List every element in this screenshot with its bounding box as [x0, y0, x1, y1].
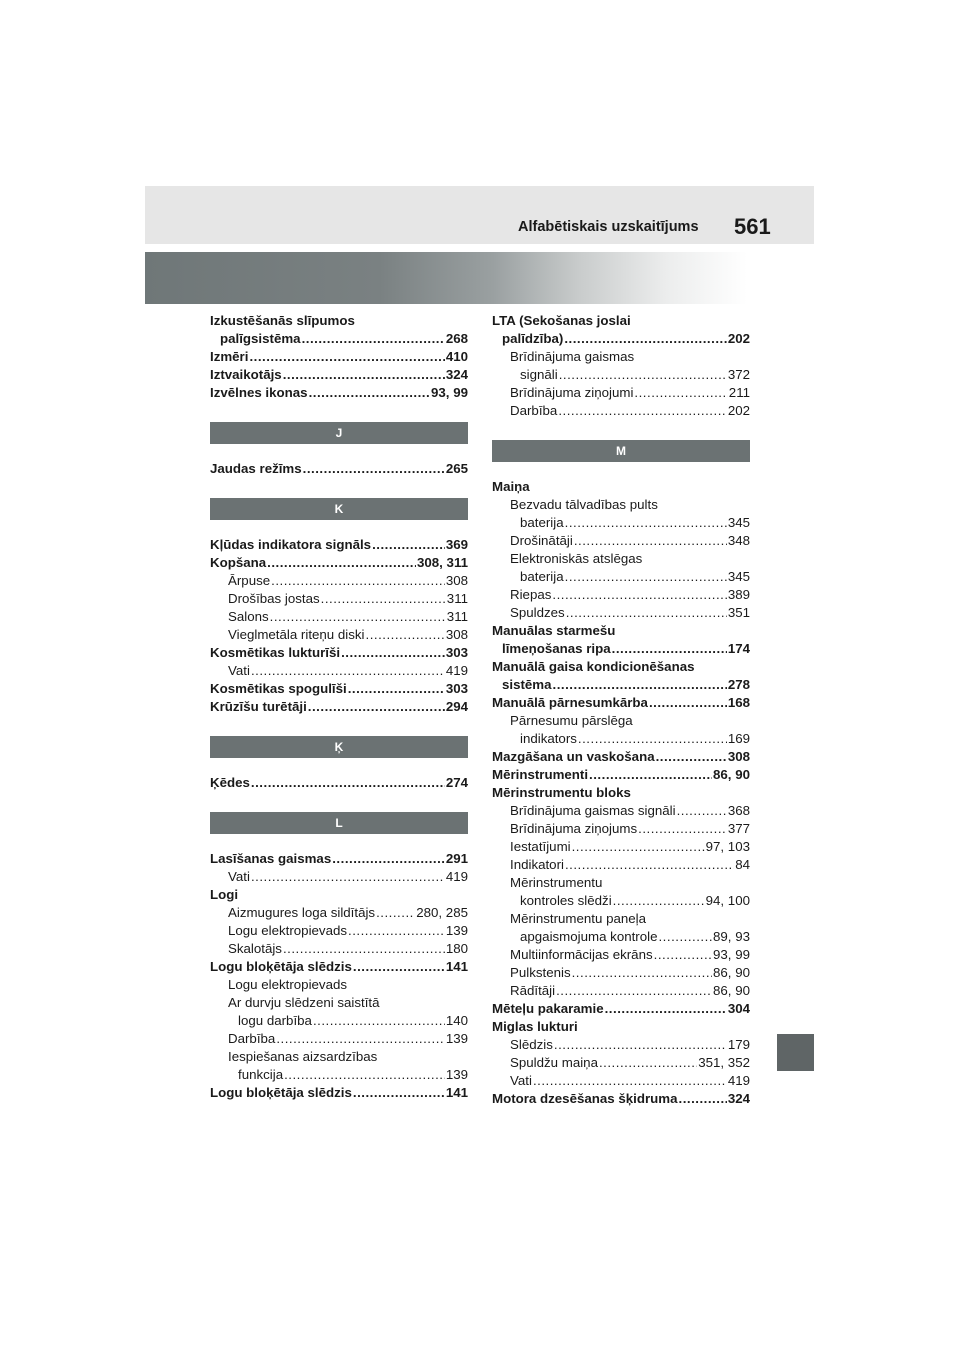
index-entry-term: Brīdinājuma ziņojumi [510, 385, 634, 400]
index-entry-page-ref[interactable]: 351, 352 [698, 1055, 750, 1070]
index-entry-term: Ārpuse [228, 573, 271, 588]
index-entry-page-ref[interactable]: 168 [727, 695, 750, 710]
index-entry-page-ref[interactable]: 389 [727, 587, 750, 602]
index-entry [210, 590, 468, 608]
decorative-gradient-band [145, 252, 814, 304]
index-entry [492, 946, 750, 964]
index-entry-page-ref[interactable]: 180 [445, 941, 468, 956]
index-entry-term: Bezvadu tālvadības pults [510, 497, 658, 512]
index-entry [210, 460, 468, 478]
index-entry [492, 712, 750, 730]
index-entry [210, 922, 468, 940]
index-entry [492, 586, 750, 604]
dot-leader [572, 964, 712, 982]
index-entry-term: sistēma [502, 677, 552, 692]
index-entry-page-ref[interactable]: 211 [728, 385, 750, 400]
index-entry-page-ref[interactable]: 86, 90 [713, 767, 750, 782]
index-entry [492, 366, 750, 384]
dot-leader [366, 626, 445, 644]
index-entry [210, 1084, 468, 1102]
index-entry-term: Mērinstrumentu paneļa [510, 911, 646, 926]
dot-leader [572, 838, 705, 856]
index-entry [492, 532, 750, 550]
index-entry-page-ref[interactable]: 93, 99 [713, 947, 750, 962]
index-entry-term: Darbība [510, 403, 558, 418]
dot-leader [348, 922, 445, 940]
dot-leader [276, 1030, 445, 1048]
dot-leader [353, 1084, 445, 1102]
index-entry [492, 982, 750, 1000]
index-entry-term: Aizmugures loga sildītājs [228, 905, 376, 920]
dot-leader [321, 590, 446, 608]
page-number: 561 [734, 214, 771, 239]
index-entry [210, 384, 468, 402]
dot-leader [313, 1012, 445, 1030]
index-entry [492, 568, 750, 586]
index-entry-page-ref[interactable]: 345 [727, 515, 750, 530]
index-entry-term: Miglas lukturi [492, 1019, 578, 1034]
index-entry [492, 1036, 750, 1054]
index-entry-term: kontroles slēdži [520, 893, 612, 908]
index-entry [492, 1018, 750, 1036]
index-entry-term: Brīdinājuma ziņojums [510, 821, 638, 836]
index-entry-page-ref[interactable]: 84 [735, 857, 750, 872]
dot-leader [309, 384, 430, 402]
index-entry-term: Logi [210, 887, 239, 902]
index-entry [492, 1090, 750, 1108]
index-entry [492, 640, 750, 658]
index-entry [210, 312, 468, 330]
index-entry-term: Manuālas starmešu [492, 623, 616, 638]
index-entry [210, 554, 468, 572]
index-entry-term: Lasīšanas gaismas [210, 851, 332, 866]
dot-leader [353, 958, 445, 976]
index-entry [492, 1000, 750, 1018]
index-entry [492, 1072, 750, 1090]
index-entry [210, 366, 468, 384]
index-entry-page-ref[interactable]: 94, 100 [705, 893, 750, 908]
dot-leader [552, 586, 726, 604]
dot-leader [271, 572, 445, 590]
dot-leader [566, 604, 727, 622]
index-entry-term: Riepas [510, 587, 552, 602]
index-entry-page-ref[interactable]: 179 [727, 1037, 750, 1052]
dot-leader [251, 662, 445, 680]
index-entry-term: Elektroniskās atslēgas [510, 551, 643, 566]
index-entry [492, 402, 750, 420]
index-entry-page-ref[interactable]: 278 [727, 677, 750, 692]
section-letter-header: Ķ [210, 736, 468, 758]
index-entry-term: Iztvaikotājs [210, 367, 282, 382]
dot-leader [658, 928, 712, 946]
index-entry [492, 676, 750, 694]
index-entry [492, 514, 750, 532]
index-entry [492, 730, 750, 748]
index-entry [492, 694, 750, 712]
index-entry-page-ref[interactable]: 141 [445, 959, 468, 974]
dot-leader [605, 1000, 727, 1018]
index-entry-page-ref[interactable]: 410 [445, 349, 468, 364]
index-entry-page-ref[interactable]: 377 [727, 821, 750, 836]
index-entry-term: Kopšana [210, 555, 267, 570]
index-entry-term: baterija [520, 569, 564, 584]
index-entry-term: Salons [228, 609, 269, 624]
index-entry-term: Jaudas režīms [210, 461, 302, 476]
index-entry-page-ref[interactable]: 311 [446, 591, 468, 606]
dot-leader [565, 514, 727, 532]
index-entry-term: Mazgāšana un vaskošana [492, 749, 655, 764]
index-entry-page-ref[interactable]: 308 [727, 749, 750, 764]
index-entry [492, 604, 750, 622]
index-entry-page-ref[interactable]: 268 [445, 331, 468, 346]
index-entry-term: Logu elektropievads [228, 977, 348, 992]
index-entry-page-ref[interactable]: 169 [727, 731, 750, 746]
index-entry-term: Rādītāji [510, 983, 556, 998]
index-entry-term: Krūzīšu turētāji [210, 699, 307, 714]
index-entry [492, 766, 750, 784]
dot-leader [589, 766, 712, 784]
dot-leader [251, 774, 445, 792]
index-entry-page-ref[interactable]: 139 [445, 1031, 468, 1046]
index-entry [492, 478, 750, 496]
index-entry-page-ref[interactable]: 291 [445, 851, 468, 866]
index-entry-page-ref[interactable]: 202 [727, 403, 750, 418]
index-entry [210, 958, 468, 976]
chapter-tab-marker [777, 1034, 814, 1071]
index-entry [492, 496, 750, 514]
index-entry [210, 1030, 468, 1048]
index-entry-page-ref[interactable]: 368 [727, 803, 750, 818]
index-entry-page-ref[interactable]: 351 [727, 605, 750, 620]
index-entry-page-ref[interactable]: 139 [445, 923, 468, 938]
index-entry-page-ref[interactable]: 369 [445, 537, 468, 552]
index-entry-page-ref[interactable]: 419 [445, 663, 468, 678]
index-entry [492, 964, 750, 982]
index-entry-term: signāli [520, 367, 558, 382]
index-entry-page-ref[interactable]: 294 [445, 699, 468, 714]
index-entry-page-ref[interactable]: 93, 99 [431, 385, 468, 400]
dot-leader [308, 698, 445, 716]
dot-leader [348, 680, 445, 698]
index-entry [210, 608, 468, 626]
index-entry-page-ref[interactable]: 308 [445, 573, 468, 588]
index-entry-term: Mērinstrumentu bloks [492, 785, 631, 800]
section-letter-header: K [210, 498, 468, 520]
index-entry-page-ref[interactable]: 324 [445, 367, 468, 382]
index-entry [210, 536, 468, 554]
index-entry [210, 626, 468, 644]
index-entry [210, 1048, 468, 1066]
index-entry [492, 802, 750, 820]
index-entry [492, 820, 750, 838]
index-entry-term: Izkustēšanās slīpumos [210, 313, 355, 328]
section-letter-header: L [210, 812, 468, 834]
dot-leader [649, 694, 727, 712]
index-entry [492, 910, 750, 928]
index-entry-term: Spuldžu maiņa [510, 1055, 598, 1070]
dot-leader [341, 644, 445, 662]
dot-leader [677, 802, 727, 820]
index-entry-term: Slēdzis [510, 1037, 553, 1052]
index-entry-term: Vati [228, 663, 250, 678]
index-entry-page-ref[interactable]: 274 [445, 775, 468, 790]
index-entry [492, 384, 750, 402]
dot-leader [302, 330, 445, 348]
dot-leader [332, 850, 445, 868]
index-entry-term: Vati [228, 869, 250, 884]
dot-leader [267, 554, 416, 572]
index-entry-term: Skalotājs [228, 941, 282, 956]
index-entry [492, 838, 750, 856]
index-entry-term: Izmēri [210, 349, 249, 364]
index-entry [210, 1012, 468, 1030]
index-entry-page-ref[interactable]: 311 [446, 609, 468, 624]
index-entry-page-ref[interactable]: 324 [727, 1091, 750, 1106]
index-entry-page-ref[interactable]: 419 [445, 869, 468, 884]
index-entry-term: Motora dzesēšanas šķidruma [492, 1091, 678, 1106]
dot-leader [303, 460, 445, 478]
index-entry-term: Kļūdas indikatora signāls [210, 537, 372, 552]
section-letter-header: M [492, 440, 750, 462]
dot-leader [578, 730, 727, 748]
index-column-left [210, 312, 468, 1102]
index-entry-page-ref[interactable]: 308, 311 [416, 555, 468, 570]
index-entry-term: Logu bloķētāja slēdzis [210, 1085, 352, 1100]
index-entry [210, 662, 468, 680]
index-entry [210, 698, 468, 716]
dot-leader [558, 402, 727, 420]
index-entry-term: Pulkstenis [510, 965, 571, 980]
dot-leader [270, 608, 446, 626]
index-entry [492, 748, 750, 766]
index-entry-term: Logu elektropievads [228, 923, 348, 938]
index-entry [492, 874, 750, 892]
index-entry [492, 856, 750, 874]
dot-leader [656, 748, 727, 766]
dot-leader [283, 940, 445, 958]
index-entry-term: Brīdinājuma gaismas signāli [510, 803, 676, 818]
index-entry [492, 330, 750, 348]
dot-leader [634, 384, 727, 402]
dot-leader [565, 568, 727, 586]
index-entry-term: Drošinātāji [510, 533, 573, 548]
index-entry-term: Logu bloķētāja slēdzis [210, 959, 352, 974]
index-entry-page-ref[interactable]: 280, 285 [416, 905, 468, 920]
index-entry [210, 348, 468, 366]
index-entry-page-ref[interactable]: 202 [727, 331, 750, 346]
dot-leader [638, 820, 727, 838]
index-entry-page-ref[interactable]: 345 [727, 569, 750, 584]
dot-leader [565, 856, 734, 874]
index-entry-term: Mērinstrumenti [492, 767, 589, 782]
index-entry-page-ref[interactable]: 348 [727, 533, 750, 548]
dot-leader [556, 982, 712, 1000]
index-entry-term: Manuālā gaisa kondicionēšanas [492, 659, 695, 674]
index-entry [492, 658, 750, 676]
dot-leader [372, 536, 445, 554]
index-entry-term: Multiinformācijas ekrāns [510, 947, 653, 962]
index-entry [210, 850, 468, 868]
dot-leader [376, 904, 415, 922]
dot-leader [553, 676, 727, 694]
index-entry-term: apgaismojuma kontrole [520, 929, 658, 944]
section-letter-header: J [210, 422, 468, 444]
index-entry-page-ref[interactable]: 174 [727, 641, 750, 656]
index-entry-term: Drošības jostas [228, 591, 320, 606]
index-entry [210, 330, 468, 348]
index-entry [492, 348, 750, 366]
index-entry [210, 644, 468, 662]
index-entry-page-ref[interactable]: 265 [445, 461, 468, 476]
index-entry-term: Kosmētikas lukturīši [210, 645, 341, 660]
index-entry-term: Indikatori [510, 857, 564, 872]
index-entry-term: Brīdinājuma gaismas [510, 349, 635, 364]
index-entry [492, 892, 750, 910]
index-entry-page-ref[interactable]: 140 [445, 1013, 468, 1028]
index-entry-term: Iestatījumi [510, 839, 571, 854]
dot-leader [613, 892, 705, 910]
dot-leader [599, 1054, 697, 1072]
index-entry-term: Darbība [228, 1031, 276, 1046]
index-entry-term: Ar durvju slēdzeni saistītā [228, 995, 380, 1010]
index-entry [210, 994, 468, 1012]
dot-leader [533, 1072, 727, 1090]
dot-leader [654, 946, 712, 964]
dot-leader [283, 366, 445, 384]
index-entry [492, 928, 750, 946]
index-entry-page-ref[interactable]: 97, 103 [705, 839, 750, 854]
index-entry-page-ref[interactable]: 141 [445, 1085, 468, 1100]
page-title: Alfabētiskais uzskaitījums [518, 219, 699, 235]
index-entry-page-ref[interactable]: 89, 93 [713, 929, 750, 944]
index-entry-page-ref[interactable]: 308 [445, 627, 468, 642]
index-entry-page-ref[interactable]: 139 [445, 1067, 468, 1082]
dot-leader [574, 532, 727, 550]
index-entry-page-ref[interactable]: 86, 90 [713, 983, 750, 998]
index-entry-term: funkcija [238, 1067, 284, 1082]
index-entry-term: Maiņa [492, 479, 530, 494]
index-entry-term: indikators [520, 731, 577, 746]
index-entry-term: līmeņošanas ripa [502, 641, 611, 656]
index-entry-term: baterija [520, 515, 564, 530]
index-entry-term: Pārnesumu pārslēga [510, 713, 633, 728]
index-entry-term: palīdzība) [502, 331, 564, 346]
index-entry [492, 312, 750, 330]
header-band [145, 186, 814, 244]
index-entry [210, 680, 468, 698]
index-entry-page-ref[interactable]: 86, 90 [713, 965, 750, 980]
index-entry-term: Manuālā pārnesumkārba [492, 695, 648, 710]
dot-leader [679, 1090, 727, 1108]
index-entry-term: Ķēdes [210, 775, 250, 790]
index-entry-term: Spuldzes [510, 605, 565, 620]
index-entry-term: Kosmētikas spogulīši [210, 681, 347, 696]
index-entry [210, 572, 468, 590]
index-entry [210, 1066, 468, 1084]
dot-leader [612, 640, 727, 658]
dot-leader [251, 868, 445, 886]
index-entry [210, 940, 468, 958]
index-entry-term: Vati [510, 1073, 532, 1088]
index-entry-page-ref[interactable]: 304 [727, 1001, 750, 1016]
dot-leader [249, 348, 444, 366]
index-entry [210, 868, 468, 886]
index-entry-term: Vieglmetāla riteņu diski [228, 627, 365, 642]
index-entry [210, 904, 468, 922]
index-entry [492, 1054, 750, 1072]
index-entry-term: logu darbība [238, 1013, 312, 1028]
index-entry-term: Mērinstrumentu [510, 875, 603, 890]
index-entry-term: Mēteļu pakaramie [492, 1001, 604, 1016]
index-entry-term: LTA (Sekošanas joslai [492, 313, 631, 328]
index-column-right [492, 312, 750, 1108]
index-entry [210, 774, 468, 792]
index-entry [210, 886, 468, 904]
dot-leader [564, 330, 726, 348]
dot-leader [284, 1066, 445, 1084]
dot-leader [559, 366, 727, 384]
index-entry-page-ref[interactable]: 419 [727, 1073, 750, 1088]
index-entry-term: Izvēlnes ikonas [210, 385, 308, 400]
index-entry-page-ref[interactable]: 303 [445, 645, 468, 660]
dot-leader [554, 1036, 727, 1054]
index-entry-term: Iespiešanas aizsardzības [228, 1049, 378, 1064]
index-entry [210, 976, 468, 994]
index-entry-page-ref[interactable]: 372 [727, 367, 750, 382]
index-entry [492, 550, 750, 568]
index-entry [492, 784, 750, 802]
index-entry-term: palīgsistēma [220, 331, 301, 346]
index-entry-page-ref[interactable]: 303 [445, 681, 468, 696]
index-entry [492, 622, 750, 640]
